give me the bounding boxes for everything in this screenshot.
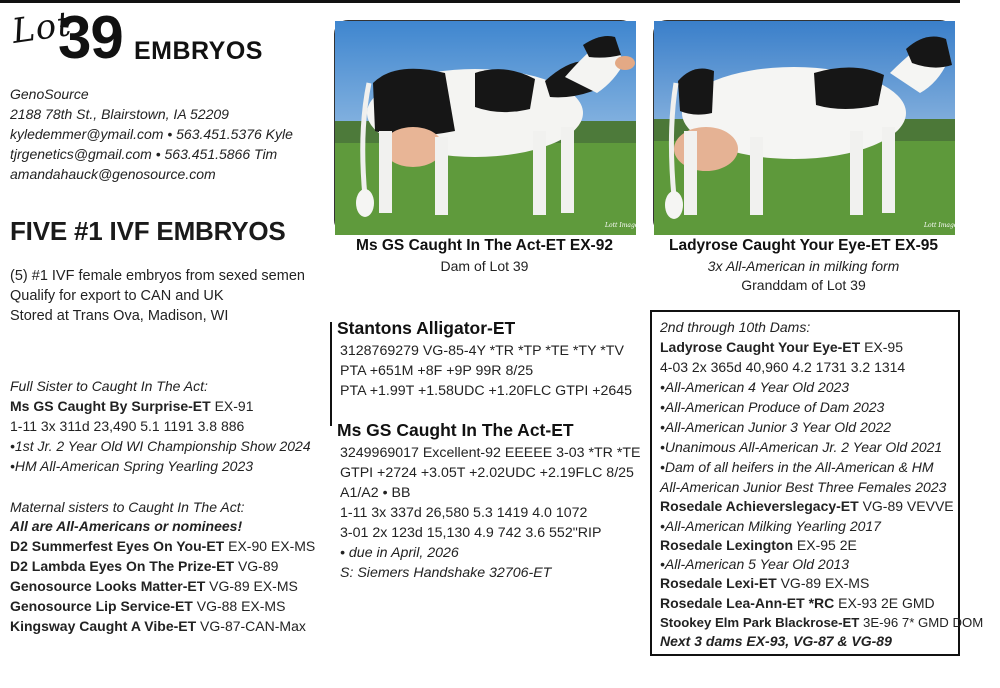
granddam-photo-title: Ladyrose Caught Your Eye-ET EX-95	[668, 237, 939, 254]
dam-line: S: Siemers Handshake 32706-ET	[340, 565, 552, 581]
offer-line: Qualify for export to CAN and UK	[10, 288, 224, 304]
sister-name: Genosource Lip Service-ET	[10, 598, 193, 614]
dam-record: 4-03 2x 365d 40,960 4.2 1731 3.2 1314	[660, 359, 906, 375]
dam-entry	[660, 338, 903, 357]
maternal-heading: Maternal sisters to Caught In The Act:	[10, 499, 245, 515]
sister-name: D2 Lambda Eyes On The Prize-ET	[10, 558, 235, 574]
dam-entry	[660, 613, 983, 632]
dam-entry-name: Rosedale Lea-Ann-ET *RC	[660, 595, 835, 611]
maternal-sister	[10, 596, 285, 616]
contact-block	[10, 84, 293, 184]
address: 2188 78th St., Blairstown, IA 52209	[10, 106, 229, 122]
sister-score: VG-89	[234, 558, 279, 574]
dam-line: 3-01 2x 123d 15,130 4.9 742 3.6 552"RIP	[340, 525, 602, 541]
sire-name: Stantons Alligator-ET	[337, 318, 516, 338]
dam-entry-score: EX-95 2E	[793, 537, 857, 553]
full-sister-honor: •HM All-American Spring Yearling 2023	[10, 458, 254, 474]
dam-line: 3249969017 Excellent-92 EEEEE 3-03 *TR *TE	[340, 445, 641, 461]
sister-score: EX-90 EX-MS	[224, 538, 316, 554]
photo-signature: Lott Images	[605, 222, 642, 229]
dam-honor: •All-American 5 Year Old 2013	[660, 556, 850, 572]
dam-honor: •Dam of all heifers in the All-American & HM	[660, 459, 934, 475]
dam-photo-title: Ms GS Caught In The Act-ET EX-92	[356, 237, 613, 254]
contact-tim[interactable]: tjrgenetics@gmail.com • 563.451.5866 Tim	[10, 146, 278, 162]
sister-score: VG-88 EX-MS	[192, 598, 286, 614]
dam-entry-name: Stookey Elm Park Blackrose-ET	[660, 615, 860, 630]
dam-name: Ms GS Caught In The Act-ET	[337, 420, 574, 440]
dam-entry-name: Rosedale Achieverslegacy-ET	[660, 498, 859, 514]
dam-entry	[660, 497, 954, 516]
dam-entry	[660, 536, 857, 555]
offer-line: Stored at Trans Ova, Madison, WI	[10, 308, 229, 324]
dam-honor: •Unanimous All-American Jr. 2 Year Old 2021	[660, 439, 943, 455]
dams-box	[650, 310, 984, 656]
contact-amanda[interactable]: amandahauck@genosource.com	[10, 166, 216, 182]
lot-script-word: Lot	[9, 4, 75, 52]
dam-entry-name: Rosedale Lexi-ET	[660, 575, 777, 591]
offer-description	[10, 266, 305, 326]
offer-headline: FIVE #1 IVF EMBRYOS	[10, 216, 286, 246]
maternal-sister	[10, 536, 315, 556]
maternal-sister	[10, 616, 306, 636]
cow-illustration	[335, 21, 642, 235]
sister-name: Genosource Looks Matter-ET	[10, 578, 206, 594]
lot-label: EMBRYOS	[134, 37, 263, 65]
dam-honor: •All-American 4 Year Old 2023	[660, 379, 850, 395]
maternal-sister	[10, 576, 298, 596]
dams-footer: Next 3 dams EX-93, VG-87 & VG-89	[660, 633, 892, 649]
dam-entry-score: EX-93 2E GMD	[834, 595, 935, 611]
cow-illustration	[654, 21, 961, 235]
dam-entry-score: VG-89 EX-MS	[776, 575, 870, 591]
maternal-sister	[10, 556, 278, 576]
full-sister-honor: •1st Jr. 2 Year Old WI Championship Show 2024	[10, 438, 311, 454]
photo-signature: Lott Images	[924, 222, 961, 229]
granddam-photo	[653, 20, 961, 234]
maternal-subheading: All are All-Americans or nominees!	[10, 518, 243, 534]
dam-line: A1/A2 • BB	[340, 485, 411, 501]
dam-entry-name: Ladyrose Caught Your Eye-ET	[660, 339, 861, 355]
sire-line: PTA +651M +8F +9P 99R 8/25	[340, 363, 534, 379]
dam-line: 1-11 3x 337d 26,580 5.3 1419 4.0 1072	[340, 505, 588, 521]
full-sister-heading: Full Sister to Caught In The Act:	[10, 378, 208, 394]
vertical-rule	[330, 322, 332, 426]
dam-entry	[660, 574, 869, 593]
dam-honor: •All-American Junior 3 Year Old 2022	[660, 419, 892, 435]
dam-entry-score: EX-95	[860, 339, 904, 355]
dam-entry-score: 3E-96 7* GMD DOM	[859, 615, 984, 630]
dam-honor: •All-American Milking Yearling 2017	[660, 518, 881, 534]
dam-honor: •All-American Produce of Dam 2023	[660, 399, 885, 415]
sister-score: VG-89 EX-MS	[205, 578, 298, 594]
dam-entry-score: VG-89 VEVVE	[858, 498, 954, 514]
contact-kyle[interactable]: kyledemmer@ymail.com • 563.451.5376 Kyle	[10, 126, 293, 142]
dam-photo-subtitle: Dam of Lot 39	[440, 258, 529, 274]
full-sister-score: EX-91	[210, 398, 254, 414]
company-name: GenoSource	[10, 86, 89, 102]
dams-heading: 2nd through 10th Dams:	[660, 319, 811, 335]
dam-line: • due in April, 2026	[340, 545, 459, 561]
lot-number: 39	[58, 4, 123, 71]
granddam-photo-subtitle: Granddam of Lot 39	[741, 277, 866, 293]
dam-honor: All-American Junior Best Three Females 2023	[660, 479, 947, 495]
sister-name: Kingsway Caught A Vibe-ET	[10, 618, 197, 634]
sire-line: 3128769279 VG-85-4Y *TR *TP *TE *TY *TV	[340, 343, 624, 359]
dam-entry-name: Rosedale Lexington	[660, 537, 794, 553]
sister-score: VG-87-CAN-Max	[196, 618, 306, 634]
dam-entry	[660, 594, 935, 613]
sister-name: D2 Summerfest Eyes On You-ET	[10, 538, 225, 554]
sire-line: PTA +1.99T +1.58UDC +1.20FLC GTPI +2645	[340, 383, 633, 399]
dam-line: GTPI +2724 +3.05T +2.02UDC +2.19FLC 8/25	[340, 465, 634, 481]
full-sister-entry	[10, 396, 254, 416]
granddam-photo-subtitle: 3x All-American in milking form	[707, 258, 900, 274]
dam-photo	[334, 20, 642, 234]
top-rule	[0, 0, 960, 3]
full-sister-record: 1-11 3x 311d 23,490 5.1 1191 3.8 886	[10, 418, 245, 434]
offer-line: (5) #1 IVF female embryos from sexed semen	[10, 268, 305, 284]
full-sister-name: Ms GS Caught By Surprise-ET	[10, 398, 211, 414]
